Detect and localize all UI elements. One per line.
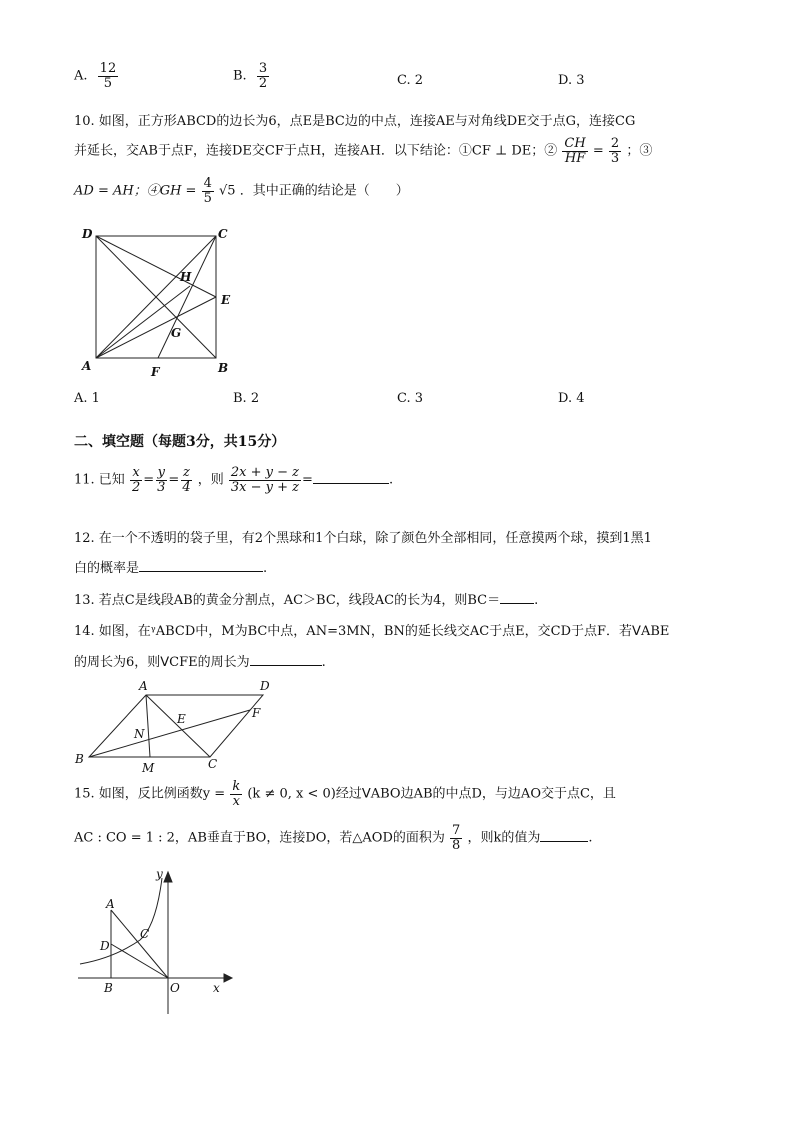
q14-segment-bf [89,710,250,757]
q15-segment-ao [111,910,168,978]
q11 [74,466,393,494]
q14-label-d: D [260,679,270,693]
q11-answer-blank[interactable] [313,471,389,484]
q14-line1: 14. 如图，在ᵞABCD中，M为BC中点，AN=3MN，BN的延长线交AC于点E，交CD于点F．若ᐯABE [74,624,670,639]
q10-segment-ah [96,286,190,358]
q15-line1-text: 15. 如图，反比例函数y = [74,786,226,802]
q15-label-a: A [106,897,115,911]
q15-line1 [74,780,616,808]
q10-ratio-den: HF [564,150,586,166]
q12-line1: 12. 在一个不透明的袋子里，有2个黑球和1个白球，除了颜色外全部相同，任意摸两个球，摸到1黑1 [74,531,652,546]
q10-label-c: C [218,227,228,241]
q15-answer-blank[interactable] [540,829,588,842]
q9-option-a-fraction [98,62,119,90]
q10-value-num: 2 [610,136,620,151]
q10-label-a: A [82,359,92,373]
q11-frac-z [180,466,192,494]
q10-value-den: 3 [610,150,620,166]
q15-label-c: C [140,927,150,941]
q15-label-x: x [213,981,220,995]
q10-label-b: B [218,361,229,375]
q10-gh-den: 5 [203,190,212,206]
q10-equals: = [592,143,604,159]
q15-function-fraction [230,780,242,808]
q11-mid: ，则 [197,472,224,488]
q12-answer-blank[interactable] [139,559,263,572]
q15-x-axis-arrow [224,974,232,982]
q10-value-fraction [609,137,621,165]
q13-text: 13. 若点C是线段AB的黄金分割点，AC＞BC，线段AC的长为4，则BC＝ [74,593,501,608]
q11-frac-z-den: 4 [182,479,191,495]
q10-label-d: D [82,227,93,241]
q9-option-d: D. 3 [558,73,585,88]
q13-answer-blank[interactable] [500,591,534,604]
q12-end: . [263,561,268,576]
q11-frac-expr-den: 3x − y + z [230,479,300,495]
q9-option-b-den: 2 [258,75,268,91]
q11-frac-y-den: 3 [157,479,166,495]
q14-parallelogram [89,695,263,757]
q10-option-a: A. 1 [74,391,100,406]
q10-line2 [74,137,652,165]
q10-option-c: C. 3 [397,391,424,406]
q14-label-n: N [134,727,145,741]
q14-line2-text: 的周长为6，则ᐯCFE的周长为 [74,655,250,670]
q10-gh-fraction [202,177,214,205]
q11-frac-z-num: z [183,465,190,480]
q14-label-b: B [75,752,84,766]
q10-segment-ae [96,297,216,358]
q15-line2-text: AC : CO = 1 : 2，AB垂直于BO，连接DO，若△AOD的面积为 [74,830,445,846]
q14-label-c: C [208,757,218,771]
q10-ratio-fraction [562,137,587,165]
q10-line3-text: AD = AH；④GH = [74,183,197,199]
q9-option-a-den: 5 [103,75,113,91]
q12-line2-text: 白的概率是 [74,561,140,576]
q15-segment-do [111,944,168,978]
q14-end: . [321,655,326,670]
q10-option-b: B. 2 [233,391,260,406]
q15-label-d: D [100,939,110,953]
q10-label-e: E [221,293,231,307]
q13 [74,589,538,608]
q11-prefix: 11. 已知 [74,472,125,488]
q15-end: . [588,830,593,846]
q11-frac-x [130,466,142,494]
q9-option-a [74,62,119,90]
q14-label-m: M [142,761,155,775]
q14-answer-blank[interactable] [250,653,322,666]
q10-line3 [74,177,409,205]
q10-line2-text: 并延长，交AB于点F，连接DE交CF于点H，连接AH．以下结论：①CF ⊥ DE；② [74,143,558,159]
q15-area-num: 7 [452,823,461,838]
q15-label-b: B [104,981,113,995]
q10-option-d: D. 4 [558,391,585,406]
q15-label-y: y [156,868,163,881]
q10-line2-end: ；③ [626,143,653,159]
q10-gh-sqrt: √5 [219,183,236,199]
q10-label-f: F [151,365,160,379]
q14-parallelogram-figure [70,676,285,778]
q9-option-a-num: 12 [99,61,117,76]
q11-eq3: = [302,472,313,488]
q15-line2-end-text: ，则k的值为 [467,830,541,846]
section-2-heading: 二、填空题（每题3分，共15分） [74,434,286,450]
q14-label-a: A [139,679,148,693]
q9-option-a-label: A. [74,68,88,84]
q10-segment-cf [158,236,216,358]
q10-segment-de [96,236,216,297]
q11-frac-expr-num: 2x + y − z [230,465,300,480]
q10-ratio-num: CH [564,136,586,151]
q15-function-den: x [232,793,240,809]
q14-segment-am [146,695,150,757]
q13-end: . [534,593,539,608]
q10-square-figure [74,222,244,382]
q15-line1-end: (k ≠ 0, x < 0)经过ᐯABO边AB的中点D，与边AO交于点C，且 [247,786,616,802]
q15-y-axis-arrow [164,872,172,882]
q11-frac-x-den: 2 [131,479,141,495]
q15-coordinate-figure [74,868,234,1020]
q11-frac-x-num: x [132,465,140,480]
q11-end: . [388,472,394,488]
q14-label-e: E [177,712,186,726]
q14-label-f: F [252,706,261,720]
q11-frac-y [155,466,167,494]
q9-option-b-label: B. [233,68,247,84]
q15-area-fraction [450,824,462,852]
q11-eq2: = [168,472,180,488]
q11-frac-y-num: y [157,465,165,480]
q15-line2 [74,824,592,852]
q11-frac-expr [229,466,301,494]
q15-hyperbola [80,878,162,964]
q10-gh-num: 4 [203,176,212,191]
q9-option-c: C. 2 [397,73,424,88]
q10-label-h: H [180,270,192,284]
q15-area-den: 8 [452,837,461,853]
q9-option-b [233,62,270,90]
q9-option-b-fraction [257,62,269,90]
q10-line1: 10. 如图，正方形ABCD的边长为6，点E是BC边的中点，连接AE与对角线DE交于点G，连接CG [74,114,636,129]
q10-line3-end: ．其中正确的结论是（ ） [239,183,409,199]
q14-line2 [74,651,326,670]
q15-function-num: k [232,779,241,794]
q14-diagonal-ac [146,695,210,757]
q15-label-o: O [170,981,180,995]
q11-eq1: = [143,472,155,488]
q9-option-b-num: 3 [258,61,268,76]
q10-label-g: G [171,326,182,340]
q12-line2 [74,557,267,576]
